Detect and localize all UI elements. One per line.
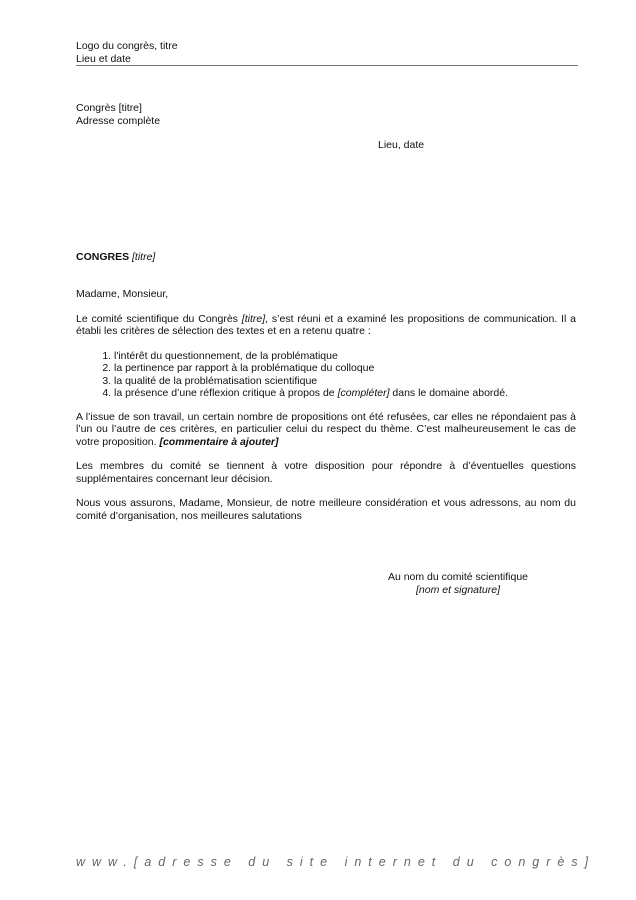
criteria-item: 3. la qualité de la problématisation scientifique	[114, 375, 576, 388]
salutation: Madame, Monsieur,	[76, 288, 169, 300]
subject-placeholder: [titre]	[132, 251, 156, 263]
paragraph-closing: Nous vous assurons, Madame, Monsieur, de notre meilleure considération et vous adressons, au nom du comité d’organisation, nos meilleures salutations	[76, 497, 576, 522]
criteria-item	[114, 387, 576, 400]
signature-block	[358, 571, 558, 596]
header-place-date: Lieu et date	[76, 53, 131, 65]
letter-body	[76, 288, 576, 534]
criteria-item-part2: dans le domaine abordé.	[389, 387, 508, 399]
recipient-address	[76, 102, 160, 128]
paragraph-refusal	[76, 411, 576, 449]
header-logo-title: Logo du congrès, titre	[76, 40, 178, 52]
criteria-item: 2. la pertinence par rapport à la problématique du colloque	[114, 362, 576, 375]
paragraph-intro-part1: Le comité scientifique du Congrès	[76, 312, 242, 325]
paragraph-availability: Les membres du comité se tiennent à votre disposition pour répondre à d’éventuelles questions supplémentaires concernant leur décision.	[76, 460, 576, 485]
place-date: Lieu, date	[378, 139, 425, 151]
letter-header	[76, 40, 578, 66]
criteria-item: 1. l'intérêt du questionnement, de la problématique	[114, 350, 576, 363]
signature-placeholder: [nom et signature]	[415, 583, 501, 596]
recipient-address-line: Adresse complète	[76, 115, 161, 127]
paragraph-intro	[76, 313, 576, 338]
subject-label: CONGRES	[76, 251, 130, 263]
signature-line: Au nom du comité scientifique	[387, 571, 529, 583]
paragraph-refusal-comment-placeholder: [commentaire à ajouter]	[159, 435, 279, 448]
criteria-item-part1: la présence d’une réflexion critique à propos de	[114, 387, 338, 399]
paragraph-intro-part2: , s’est réuni et a examiné les propositions de communication. Il a établi les critères de sélection des textes et en a retenu quatre :	[76, 312, 576, 337]
criteria-list	[76, 350, 576, 400]
recipient-name: Congrès [titre]	[76, 102, 142, 114]
letter-subject	[76, 251, 155, 263]
header-divider	[76, 65, 578, 66]
criteria-item-placeholder: [compléter]	[337, 387, 390, 399]
footer-website: www.[adresse du site internet du congrès]	[76, 855, 596, 869]
paragraph-refusal-text: A l’issue de son travail, un certain nombre de propositions ont été refusées, car elles ne répondaient pas à l’un ou l’autre de ces critères, en particulier celui du respect du thème. C’est malheureusement le cas de votre proposition.	[76, 410, 576, 448]
paragraph-intro-placeholder: [titre]	[241, 312, 266, 325]
